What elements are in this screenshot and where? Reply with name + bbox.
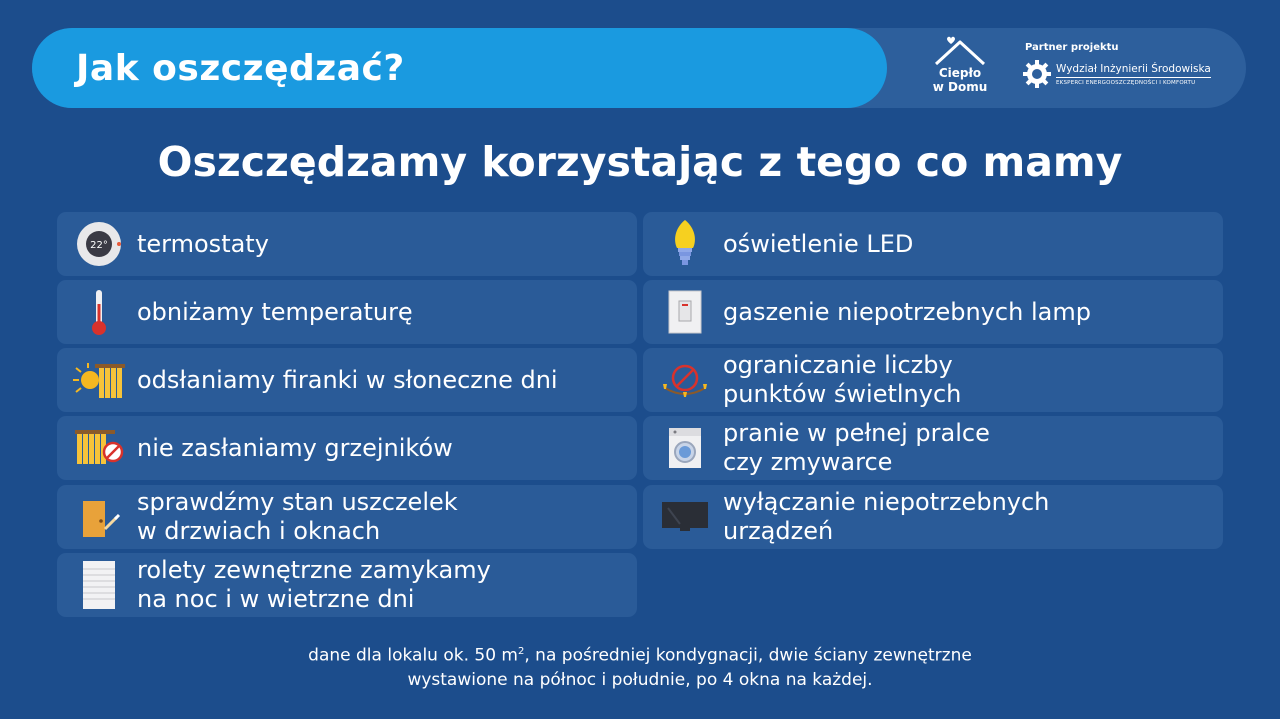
gear-icon: [1022, 59, 1052, 89]
footnote-line2: wystawione na północ i południe, po 4 okna na każdej.: [407, 669, 873, 690]
item-text-line1: ograniczanie liczby: [723, 351, 953, 379]
list-item-firanki: [57, 348, 637, 412]
item-text-line1: sprawdźmy stan uszczelek: [137, 488, 458, 516]
item-text-line2: w drzwiach i oknach: [137, 517, 381, 545]
item-text: odsłaniamy firanki w słoneczne dni: [137, 365, 558, 394]
house-heart-icon: [930, 36, 990, 66]
item-text-line2: na noc i w wietrzne dni: [137, 585, 415, 613]
partner-subtitle: EKSPERCI ENERGOOSZCZĘDNOŚCI I KOMFORTU: [1056, 79, 1196, 86]
thermometer-icon: [69, 282, 129, 342]
item-text-line2: czy zmywarce: [723, 448, 893, 476]
item-text-line1: rolety zewnętrzne zamykamy: [137, 556, 491, 584]
tv-icon: [655, 487, 715, 547]
main-title: Oszczędzamy korzystając z tego co mamy: [157, 138, 1123, 186]
logo-line1: Ciepło: [938, 66, 982, 80]
item-text-line1: wyłączanie niepotrzebnych: [723, 488, 1050, 516]
thermostat-icon: [69, 214, 129, 274]
list-item-punkty: [643, 348, 1223, 412]
led-bulb-icon: [655, 214, 715, 274]
list-item-led: [643, 212, 1223, 276]
washing-machine-icon: [655, 418, 715, 478]
item-text: nie zasłaniamy grzejników: [137, 433, 453, 462]
footnote-line1b: , na pośredniej kondygnacji, dwie ściany zewnętrzne: [524, 645, 972, 666]
logo-line2: w Domu: [932, 80, 988, 94]
item-text: gaszenie niepotrzebnych lamp: [723, 297, 1091, 326]
list-item-grzejniki: [57, 416, 637, 480]
cieplo-w-domu-logo: [922, 36, 998, 102]
list-item-rolety: [57, 553, 637, 617]
radiator-curtain-icon: [69, 418, 129, 478]
footnote-sup: 2: [518, 646, 525, 657]
list-item-uszczelki: [57, 485, 637, 549]
light-switch-icon: [655, 282, 715, 342]
partner-name: Wydział Inżynierii Środowiska: [1056, 63, 1211, 78]
header-pill: [32, 28, 887, 108]
page-title: Jak oszczędzać?: [76, 47, 405, 89]
item-text-line2: urządzeń: [723, 517, 834, 545]
item-text: oświetlenie LED: [723, 229, 914, 258]
partner-block: [1022, 42, 1237, 100]
footnote: [0, 640, 1280, 692]
list-item-pranie: [643, 416, 1223, 480]
roller-shutter-icon: [69, 555, 129, 615]
list-item-lampy: [643, 280, 1223, 344]
item-text: obniżamy temperaturę: [137, 297, 413, 326]
chandelier-icon: [655, 350, 715, 410]
list-item-temperatura: [57, 280, 637, 344]
item-text: termostaty: [137, 229, 269, 258]
item-text-line2: punktów świetlnych: [723, 380, 962, 408]
door-seal-icon: [69, 487, 129, 547]
footnote-line1a: dane dla lokalu ok. 50 m: [308, 645, 518, 666]
thermostat-reading: 22°: [90, 240, 108, 251]
list-item-urzadzenia: [643, 485, 1223, 549]
partner-label: Partner projektu: [1025, 42, 1119, 53]
item-text-line1: pranie w pełnej pralce: [723, 419, 990, 447]
sun-curtain-icon: [69, 350, 129, 410]
list-item-termostaty: [57, 212, 637, 276]
